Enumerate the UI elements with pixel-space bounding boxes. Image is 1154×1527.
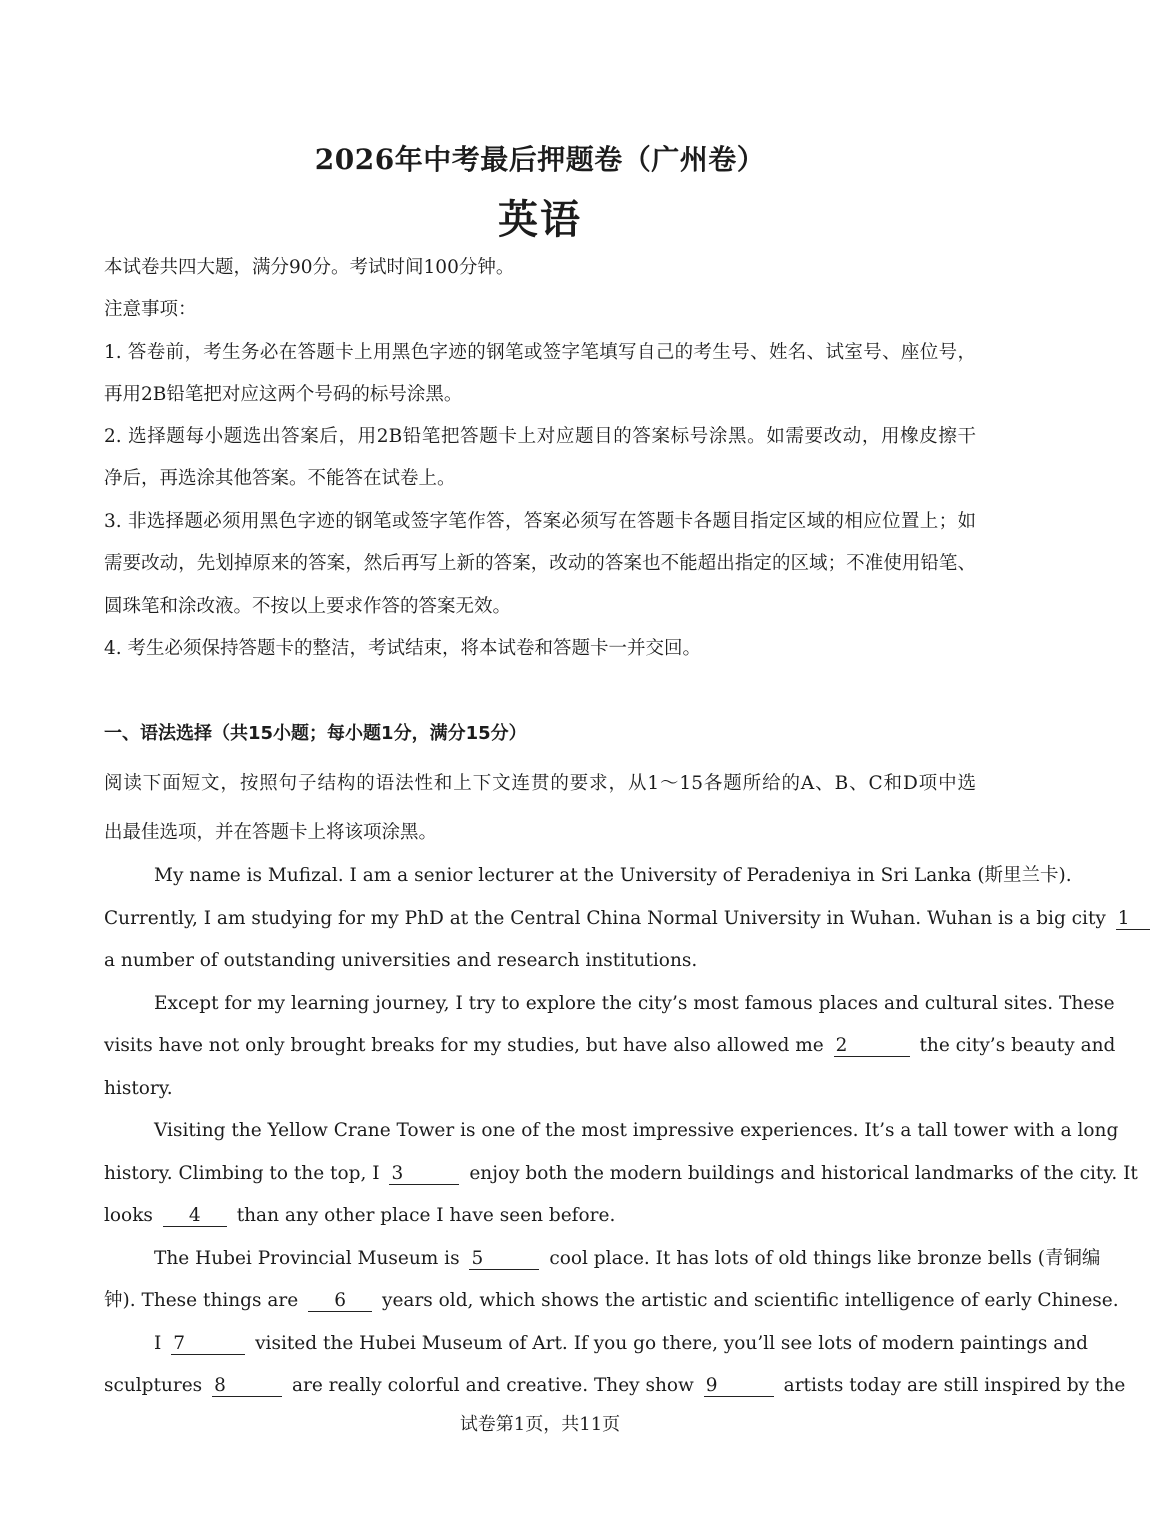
blank-6: 6 xyxy=(308,1291,372,1312)
passage-text: than any other place I have seen before. xyxy=(236,1205,616,1226)
blank-5: 5 xyxy=(469,1249,539,1270)
section-heading: 一、语法选择（共15小题；每小题1分，满分15分） xyxy=(104,723,527,744)
passage-line xyxy=(154,1331,1089,1357)
passage-text: looks xyxy=(104,1205,153,1226)
exam-title: 2026年中考最后押题卷（广州卷） xyxy=(314,143,766,176)
notice-line: 再用2B铅笔把对应这两个号码的标号涂黑。 xyxy=(104,384,463,405)
notice-line: 3. 非选择题必须用黑色字迹的钢笔或签字笔作答，答案必须写在答题卡各题目指定区域的相应位置上；如 xyxy=(104,511,976,532)
blank-7: 7 xyxy=(171,1334,245,1355)
passage-line xyxy=(104,1033,1116,1059)
passage-text: Currently, I am studying for my PhD at the Central China Normal University in Wuhan. Wuhan is a big city xyxy=(104,908,1106,929)
passage-text: are really colorful and creative. They show xyxy=(291,1375,694,1396)
page-footer: 试卷第1页，共11页 xyxy=(459,1414,621,1435)
section-instruction: 出最佳选项，并在答题卡上将该项涂黑。 xyxy=(104,822,438,843)
passage-text: visits have not only brought breaks for my studies, but have also allowed me xyxy=(104,1035,824,1056)
blank-2: 2 xyxy=(834,1036,910,1057)
passage-text: enjoy both the modern buildings and historical landmarks of the city. It xyxy=(469,1163,1138,1184)
passage-text: artists today are still inspired by the xyxy=(783,1375,1126,1396)
passage-text: visited the Hubei Museum of Art. If you go there, you’ll see lots of modern paintings and xyxy=(255,1333,1089,1354)
passage-text: history. Climbing to the top, I xyxy=(104,1163,380,1184)
passage-line: Visiting the Yellow Crane Tower is one of the most impressive experiences. It’s a tall tower with a long xyxy=(154,1120,1119,1141)
notice-line: 1. 答卷前，考生务必在答题卡上用黑色字迹的钢笔或签字笔填写自己的考生号、姓名、试室号、座位号， xyxy=(104,342,976,363)
passage-text: sculptures xyxy=(104,1375,203,1396)
exam-intro: 本试卷共四大题，满分90分。考试时间100分钟。 xyxy=(104,257,515,278)
notice-line: 4. 考生必须保持答题卡的整洁，考试结束，将本试卷和答题卡一并交回。 xyxy=(104,638,702,659)
notice-line: 需要改动，先划掉原来的答案，然后再写上新的答案，改动的答案也不能超出指定的区域；不准使用铅笔、 xyxy=(104,553,976,574)
notice-line: 净后，再选涂其他答案。不能答在试卷上。 xyxy=(104,468,456,489)
passage-text: 钟). These things are xyxy=(104,1290,299,1311)
section-instruction: 阅读下面短文，按照句子结构的语法性和上下文连贯的要求，从1～15各题所给的A、B、C和D项中选 xyxy=(104,773,976,794)
passage-line: history. xyxy=(104,1078,173,1099)
blank-3: 3 xyxy=(389,1164,459,1185)
passage-text: The Hubei Provincial Museum is xyxy=(154,1248,460,1269)
passage-line xyxy=(154,1246,1101,1272)
passage-line xyxy=(104,906,1130,932)
passage-line: Except for my learning journey, I try to explore the city’s most famous places and cultural sites. These xyxy=(154,993,1115,1014)
passage-text: cool place. It has lots of old things like bronze bells (青铜编 xyxy=(549,1248,1101,1269)
passage-line xyxy=(104,1373,1126,1399)
subject-title: 英语 xyxy=(498,197,582,243)
notice-line: 圆珠笔和涂改液。不按以上要求作答的答案无效。 xyxy=(104,596,512,617)
passage-line: My name is Mufizal. I am a senior lecturer at the University of Peradeniya in Sri Lanka (斯里兰卡). xyxy=(154,865,1072,886)
passage-line: a number of outstanding universities and research institutions. xyxy=(104,950,698,971)
passage-text: I xyxy=(154,1333,162,1354)
notice-heading: 注意事项： xyxy=(104,299,197,320)
passage-line xyxy=(104,1203,976,1229)
passage-line xyxy=(104,1161,1138,1187)
passage-text: years old, which shows the artistic and scientific intelligence of early Chinese. xyxy=(382,1290,1119,1311)
blank-9: 9 xyxy=(704,1376,774,1397)
passage-line xyxy=(104,1288,1119,1314)
blank-1: 1 xyxy=(1116,909,1150,930)
passage-text: the city’s beauty and xyxy=(919,1035,1116,1056)
blank-4: 4 xyxy=(163,1206,227,1227)
blank-8: 8 xyxy=(212,1376,282,1397)
notice-line: 2. 选择题每小题选出答案后，用2B铅笔把答题卡上对应题目的答案标号涂黑。如需要改动，用橡皮擦干 xyxy=(104,426,976,447)
